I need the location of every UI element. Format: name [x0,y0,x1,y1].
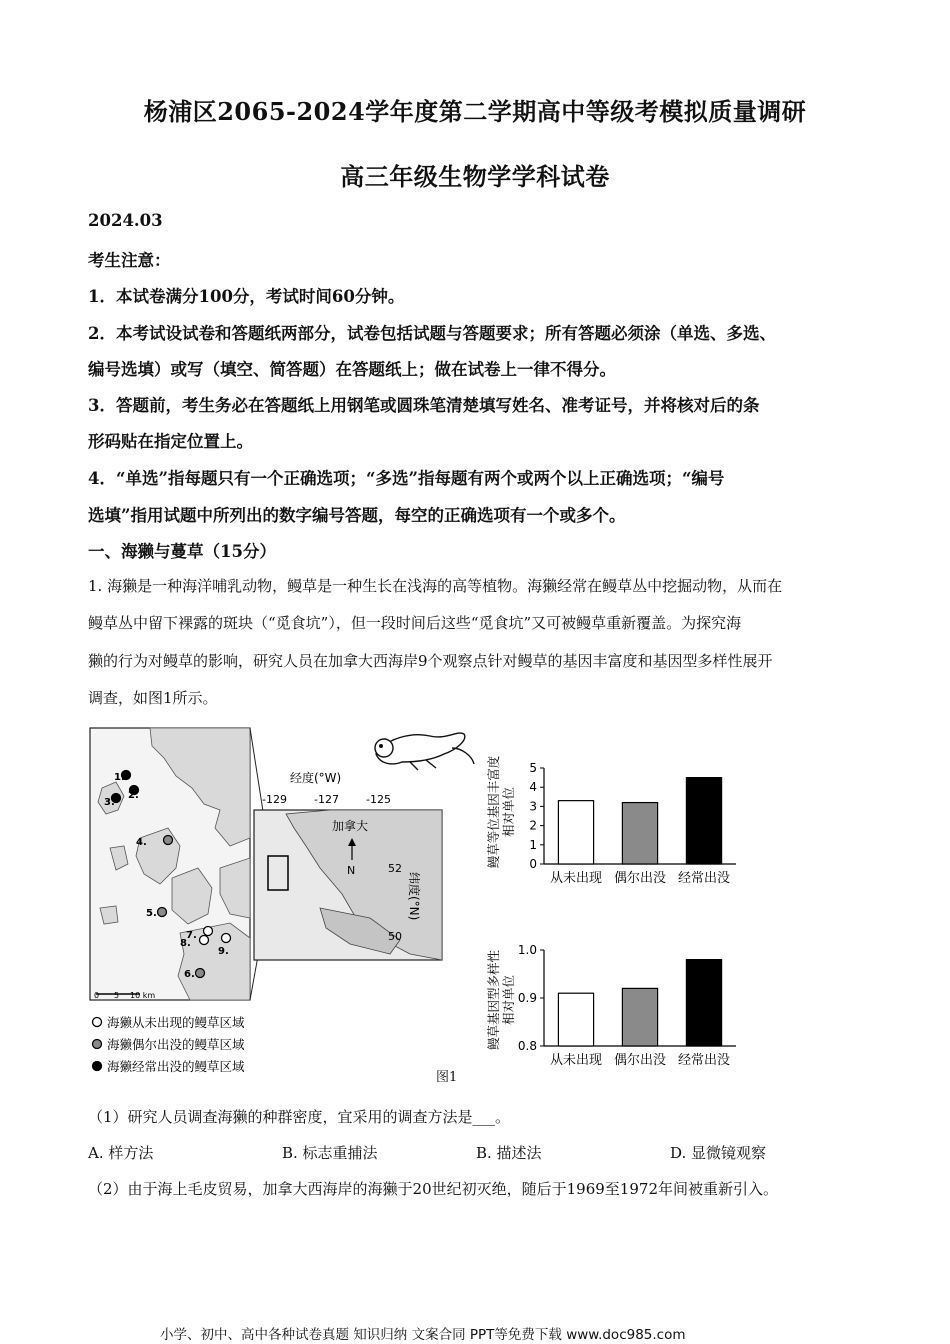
chart-0-ytick-label: 0 [529,857,537,871]
chart-1-bar-2 [686,960,721,1046]
chart-1-ylabel-line2: 相对单位 [501,974,516,1026]
longitude-label: 经度(°W) [290,771,342,785]
notice-item-3-line-1: 3．答题前，考生务必在答题纸上用钢笔或圆珠笔清楚填写姓名、准考证号，并将核对后的条 [88,396,760,415]
notice-item-2-line-1: 2．本考试设试卷和答题纸两部分，试卷包括试题与答题要求；所有答题必须涂（单选、多选、 [88,324,776,343]
lon-tick-3: -125 [366,793,391,806]
site-marker-5 [158,908,167,917]
notice-item-4-line-1: 4．“单选”指每题只有一个正确选项；“多选”指每题有两个或两个以上正确选项；“编号 [88,469,725,488]
intro-line-3: 獭的行为对鳗草的影响，研究人员在加拿大西海岸9个观察点针对鳗草的基因丰富度和基因型多样性展开 [88,652,773,670]
north-label: N [347,864,356,877]
latitude-label: 纬度(°N) [407,872,421,921]
study-area-map [80,718,480,1090]
chart-0-bar-1 [622,803,657,864]
site-marker-6 [196,969,205,978]
site-label-2: 2. [128,790,139,801]
exam-date: 2024.03 [88,211,163,230]
site-marker-4 [164,836,173,845]
chart-1-category-label: 偶尔出没 [613,1053,667,1068]
scale-tick-10: 10 km [130,991,156,1000]
site-marker-7 [204,927,213,936]
chart-1-category-label: 从未出现 [549,1053,603,1068]
notice-item-4-line-2: 选填”指用试题中所列出的数字编号答题，每空的正确选项有一个或多个。 [88,506,626,525]
chart-0-ytick-label: 1 [529,837,537,852]
chart-0-bar-0 [558,801,593,864]
chart-allele-richness [486,755,736,886]
option-d[interactable]: D. 显微镜观察 [670,1144,767,1162]
legend-frequent-label: 海獭经常出没的鳗草区域 [107,1059,245,1074]
chart-1-ytick-label: 1.0 [517,943,537,957]
chart-1-bar-1 [622,988,657,1046]
site-marker-9 [222,934,231,943]
chart-0-ytick-label: 4 [529,780,537,795]
intro-line-1: 1. 海獭是一种海洋哺乳动物，鳗草是一种生长在浅海的高等植物。海獭经常在鳗草丛中挖掘动物，从而在 [88,577,783,595]
lon-tick-2: -127 [314,793,339,806]
chart-genotypic-diversity [486,943,736,1068]
scale-tick-5: 5 [114,991,120,1000]
chart-0-ylabel-line1: 鳗草等位基因丰富度 [486,755,501,869]
site-label-8: 8. [180,938,191,949]
chart-0-ylabel-line2: 相对单位 [501,786,516,838]
lat-tick-50: 50 [388,930,402,943]
site-label-3: 3. [104,797,115,808]
notice-item-1: 1．本试卷满分100分，考试时间60分钟。 [88,287,405,306]
notice-heading: 考生注意： [88,251,171,270]
figure-caption: 图1 [436,1070,458,1085]
intro-line-4: 调查，如图1所示。 [88,689,218,707]
site-label-1: 1. [114,772,125,783]
legend-never-marker [93,1018,102,1027]
exam-subtitle: 高三年级生物学学科试卷 [340,162,610,191]
site-label-6: 6. [184,969,195,980]
lat-tick-52: 52 [388,862,402,875]
legend-frequent-marker [93,1062,102,1071]
bar-charts [480,730,760,1075]
site-marker-8 [200,936,209,945]
intro-line-2: 鳗草丛中留下裸露的斑块（“觅食坑”），但一段时间后这些“觅食坑”又可被鳗草重新覆盖。为探究海 [88,614,742,632]
site-label-7: 7. [186,930,197,941]
option-c[interactable]: B. 描述法 [476,1144,542,1162]
chart-0-category-label: 偶尔出没 [613,871,667,886]
question-2-stem: （2）由于海上毛皮贸易，加拿大西海岸的海獭于20世纪初灭绝，随后于1969至1972年间被重新引入。 [88,1180,778,1198]
site-label-5: 5. [146,908,157,919]
chart-1-ytick-label: 0.9 [517,991,537,1005]
chart-0-ytick-label: 3 [529,799,537,814]
question-1-stem: （1）研究人员调查海獭的种群密度，宜采用的调查方法是___。 [88,1108,511,1126]
section-heading: 一、海獭与蔓草（15分） [88,542,276,561]
lon-tick-1: -129 [262,793,287,806]
chart-1-ylabel-line1: 鳗草基因型多样性 [486,949,501,1051]
chart-1-bar-0 [558,993,593,1046]
legend-never-label: 海獭从未出现的鳗草区域 [107,1015,245,1030]
notice-item-3-line-2: 形码贴在指定位置上。 [88,432,253,451]
site-label-9: 9. [218,946,229,957]
chart-0-ytick-label: 5 [529,761,537,775]
map-legend [93,1015,246,1074]
legend-occasional-marker [93,1040,102,1049]
sea-otter-illustration [375,733,474,770]
option-a[interactable]: A. 样方法 [88,1144,154,1162]
chart-0-category-label: 经常出没 [677,871,731,886]
legend-occasional-label: 海獭偶尔出没的鳗草区域 [107,1037,245,1052]
chart-1-category-label: 经常出没 [677,1053,731,1068]
exam-title: 杨浦区2065-2024学年度第二学期高中等级考模拟质量调研 [143,97,807,126]
scale-tick-0: 0 [94,991,100,1000]
chart-1-ytick-label: 0.8 [517,1039,537,1053]
page-footer: 小学、初中、高中各种试卷真题 知识归纳 文案合同 PPT等免费下载 www.doc985.com [160,1327,686,1343]
country-label: 加拿大 [332,819,369,833]
notice-item-2-line-2: 编号选填）或写（填空、简答题）在答题纸上；做在试卷上一律不得分。 [88,360,616,379]
chart-0-category-label: 从未出现 [549,871,603,886]
chart-0-bar-2 [686,778,721,864]
chart-0-ytick-label: 2 [529,818,537,833]
option-b[interactable]: B. 标志重捕法 [282,1144,378,1162]
site-label-4: 4. [136,837,147,848]
